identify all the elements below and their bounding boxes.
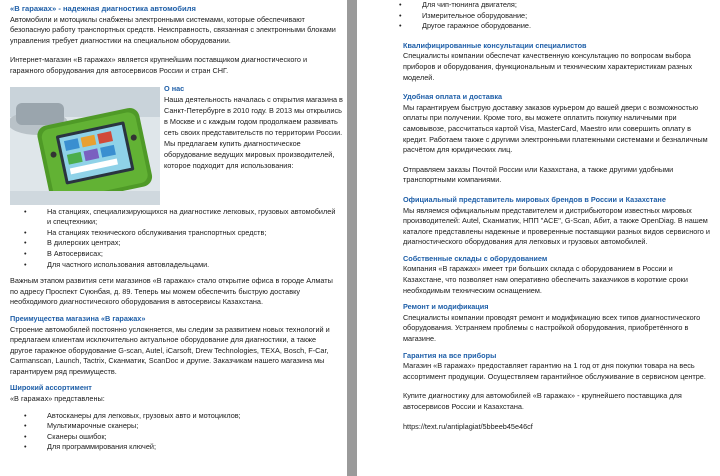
- list-item: • Сканеры ошибок;: [10, 432, 337, 443]
- spacer: [403, 186, 712, 195]
- intro-paragraph: Автомобили и мотоциклы снабжены электронными системами, которые обеспечивают безопасную работу транспортных средств. Неисправность, связанная с электронными блоками управления требует диагностики на специальном оборудовании.: [10, 14, 336, 45]
- spacer: [403, 156, 712, 165]
- list-item: • В Автосервисах;: [10, 249, 337, 260]
- about-paragraph: Наша деятельность началась с открытия магазина в Санкт-Петербурге в 2010 году. В 2013 мы открылись в Москве и с каждым годом продолжаем развивать сеть своих представительств по территории России. Мы предлагаем купить диагностическое оборудование ведущих мировых производителей, которое подходит для использования:: [164, 94, 343, 171]
- spacer: [10, 46, 337, 55]
- advantages-paragraph: Строение автомобилей постоянно усложняется, мы следим за развитием новых технологий и предлагаем клиентам исключительно актуальное оборудование для диагностики, а также другое гаражное оборудование G-scan, Autel, iCarsoft, Drew Technologies, TEXA, Bosch, F-Car, Carmanscan, Launch, Tactrix, Сканматик, ScanDoc и другие. Заказчикам нашего магазина мы гарантируем ряд преимуществ.: [10, 324, 330, 376]
- document-page-left: [0, 0, 347, 476]
- consult-heading: Квалифицированные консультации специалистов: [403, 40, 587, 50]
- range-list-continued: [385, 0, 712, 32]
- page-title: «В гаражах» - надежная диагностика автомобиля: [10, 4, 196, 13]
- spacer: [403, 413, 712, 422]
- spacer: [403, 83, 712, 92]
- list-item: • Автосканеры для легковых, грузовых авто и мотоциклов;: [10, 411, 337, 422]
- about-heading: О нас: [164, 83, 185, 93]
- page-gap: [347, 0, 357, 476]
- diagnostic-scanner-image: [10, 87, 160, 205]
- range-heading: Широкий ассортимент: [10, 383, 92, 393]
- list-item: • Измерительное оборудование;: [385, 11, 712, 22]
- delivery-heading: Удобная оплата и доставка: [403, 92, 503, 102]
- almaty-paragraph: Важным этапом развития сети магазинов «В гаражах» стало открытие офиса в городе Алматы по адресу Проспект Сүюнбая, д. 89. Теперь мы можем обеспечить быструю доставку необходимого диагностического оборудования в автосервисы Казахстана.: [10, 276, 333, 307]
- document-page-right: [357, 0, 720, 476]
- list-item: • Для частного использования автовладельцами.: [10, 260, 337, 271]
- shipping-paragraph: Отправляем заказы Почтой России или Казахстана, а также другими удобными транспортными компаниями.: [403, 164, 674, 185]
- about-section: [10, 83, 343, 207]
- range-intro: «В гаражах» представлены:: [10, 394, 105, 404]
- spacer: [403, 382, 712, 391]
- warehouse-heading: Собственные склады с оборудованием: [403, 253, 548, 263]
- list-item: • На станциях технического обслуживания транспортных средств;: [10, 228, 337, 239]
- official-paragraph: Мы являемся официальным представителем и дистрибьютором известных мировых производителей: Autel, Сканматик, НПП "АСЕ", G-Scan, Абит, а также OpenDiag. В нашем каталоге представлены надежные и проверенные поставщики разных видов сервисного и диагностического оборудования для легковых и грузовых автомобилей.: [403, 205, 710, 247]
- consult-paragraph: Специалисты компании обеспечат качественную консультацию по вопросам выбора приборов и оборудования, функциональным и техническим характеристикам разных моделей.: [403, 51, 693, 82]
- uses-list: [10, 207, 337, 271]
- source-link[interactable]: https://text.ru/antiplagiat/5bbeeb45e46cf: [403, 421, 533, 431]
- list-item: • На станциях, специализирующихся на диагностике легковых, грузовых автомобилей и спецтехники;: [10, 207, 337, 228]
- list-item: • Другое гаражное оборудование.: [385, 21, 712, 32]
- store-paragraph: Интернет-магазин «В гаражах» является крупнейшим поставщиком диагностического и гаражного оборудования для автосервисов России и стран СНГ.: [10, 55, 308, 75]
- list-item: • Для чип-тюнинга двигателя;: [385, 0, 712, 11]
- official-heading: Официальный представитель мировых брендов в России и Казахстане: [403, 194, 666, 204]
- list-item: • Мультимарочные сканеры;: [10, 421, 337, 432]
- repair-heading: Ремонт и модификация: [403, 302, 489, 312]
- range-list: [10, 411, 337, 453]
- delivery-paragraph: Мы гарантируем быструю доставку заказов курьером до вашей двери с возможностью оплаты при получении. Кроме того, вы можете оплатить покупку наличными при самовывозе, рассчитаться картой Visa, MasterCard, Maestro или совершить оплату в кредит. Работаем также с другими электронными платежными системами и безналичным расчётом для юридических лиц.: [403, 102, 708, 155]
- advantages-heading: Преимущества магазина «В гаражах»: [10, 313, 146, 323]
- warehouse-paragraph: Компания «В гаражах» имеет три больших склада с оборудованием в России и Казахстане, что позволяет нам оперативно обеспечить заказчиков в короткие сроки необходимым техническим оснащением.: [403, 264, 688, 295]
- spacer: [403, 32, 712, 41]
- repair-paragraph: Специалисты компании проводят ремонт и модификацию всех типов диагностического оборудования. Устраняем проблемы с настройкой оборудования, приобретённого в магазине.: [403, 312, 701, 344]
- list-item: • В дилерских центрах;: [10, 238, 337, 249]
- closing-paragraph: Купите диагностику для автомобилей «В гаражах» - крупнейшего поставщика для автосервисов России и Казахстана.: [403, 391, 682, 411]
- warranty-paragraph: Магазин «В гаражах» предоставляет гарантию на 1 год от дня покупки товара на весь ассортимент продукции. Осуществляем гарантийное обслуживание в сервисном центре.: [403, 361, 706, 381]
- about-text-block: [164, 83, 347, 172]
- list-item: • Для программирования ключей;: [10, 442, 337, 453]
- warranty-heading: Гарантия на все приборы: [403, 350, 497, 360]
